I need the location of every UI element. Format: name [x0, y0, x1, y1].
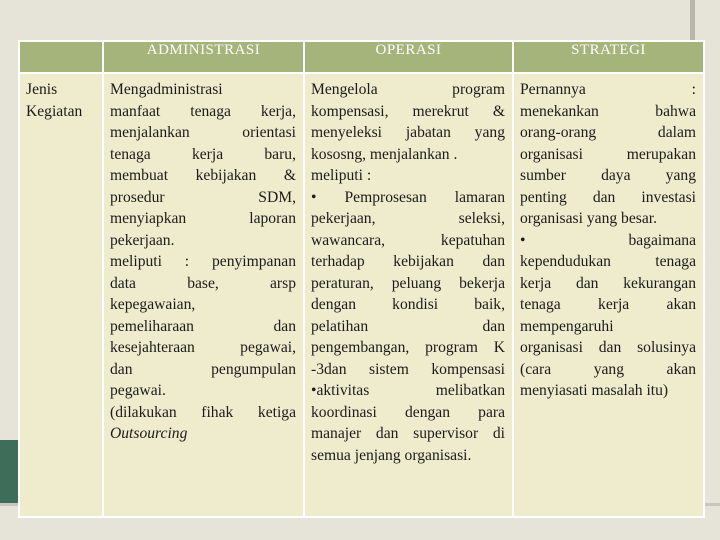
strategi-line: (cara yang akan — [520, 360, 696, 378]
row-label-line: Kegiatan — [26, 102, 83, 120]
operasi-line: -3dan sistem kompensasi — [311, 360, 505, 378]
strategi-line: orang-orang dalam — [520, 124, 696, 141]
content-row — [19, 73, 704, 517]
row-label-line: Jenis — [26, 81, 58, 98]
administrasi-line: membuat kebijakan & — [110, 167, 296, 184]
strategi-line: tenaga kerja akan — [520, 296, 696, 313]
operasi-line: kompensasi, merekrut & — [311, 102, 505, 120]
strategi-cell — [513, 73, 704, 517]
administrasi-line: dan pengumpulan — [110, 360, 296, 378]
operasi-line: Mengelola program — [311, 81, 505, 98]
strategi-line: penting dan investasi — [520, 188, 696, 206]
background-accent-band — [0, 440, 20, 505]
header-corner-cell — [19, 41, 103, 73]
administrasi-line: menyiapkan laporan — [110, 210, 296, 227]
strategi-line: kependudukan tenaga — [520, 253, 696, 270]
operasi-line: wawancara, kepatuhan — [311, 231, 505, 249]
administrasi-line: meliputi : penyimpanan — [110, 253, 296, 270]
operasi-line: menyeleksi jabatan yang — [311, 124, 505, 141]
administrasi-line: data base, arsp — [110, 274, 296, 292]
header-operasi: OPERASI — [304, 41, 513, 73]
administrasi-line-italic: Outsourcing — [110, 425, 188, 442]
operasi-cell — [304, 73, 513, 517]
operasi-line: pelatihan dan — [311, 317, 505, 335]
strategi-line: • bagaimana — [520, 231, 696, 249]
strategi-line: organisasi yang besar. — [520, 210, 657, 227]
strategi-line: Pernannya : — [520, 81, 696, 98]
strategi-line: mempengaruhi — [520, 317, 614, 335]
operasi-line: manajer dan supervisor di — [311, 425, 505, 442]
operasi-line: semua jenjang organisasi. — [311, 446, 472, 464]
administrasi-line: tenaga kerja baru, — [110, 145, 296, 163]
frame-line-vertical — [690, 0, 695, 42]
administrasi-line: pegawai. — [110, 382, 166, 399]
administrasi-cell — [103, 73, 304, 517]
operasi-line: terhadap kebijakan dan — [311, 253, 505, 270]
row-label-cell — [19, 73, 103, 517]
operasi-line: pekerjaan, seleksi, — [311, 210, 505, 227]
header-row — [19, 41, 704, 73]
operasi-line: kososng, menjalankan . — [311, 145, 458, 163]
strategi-line: kerja dan kekurangan — [520, 274, 696, 292]
administrasi-line: prosedur SDM, — [110, 188, 296, 206]
strategi-line: menekankan bahwa — [520, 102, 696, 120]
operasi-line: meliputi : — [311, 167, 372, 184]
administrasi-line: kesejahteraan pegawai, — [110, 339, 296, 356]
header-administrasi: ADMINISTRASI — [103, 41, 304, 73]
strategi-line: menyiasati masalah itu) — [520, 382, 669, 399]
administrasi-line: (dilakukan fihak ketiga — [110, 403, 296, 421]
administrasi-line: manfaat tenaga kerja, — [110, 102, 296, 120]
administrasi-line: kepegawaian, — [110, 296, 196, 313]
activities-table — [18, 40, 705, 518]
administrasi-line: pekerjaan. — [110, 231, 175, 249]
strategi-line: organisasi merupakan — [520, 145, 696, 163]
administrasi-line: pemeliharaan dan — [110, 317, 296, 335]
administrasi-line: Mengadministrasi — [110, 81, 223, 98]
operasi-line: pengembangan, program K — [311, 339, 505, 356]
header-strategi: STRATEGI — [513, 41, 704, 73]
operasi-line: • Pemprosesan lamaran — [311, 188, 505, 206]
operasi-line: koordinasi dengan para — [311, 403, 505, 421]
strategi-line: organisasi dan solusinya — [520, 339, 696, 356]
operasi-line: dengan kondisi baik, — [311, 296, 505, 313]
strategi-line: sumber daya yang — [520, 167, 696, 184]
operasi-line: peraturan, peluang bekerja — [311, 274, 505, 292]
operasi-line: •aktivitas melibatkan — [311, 382, 505, 399]
administrasi-line: menjalankan orientasi — [110, 124, 296, 141]
